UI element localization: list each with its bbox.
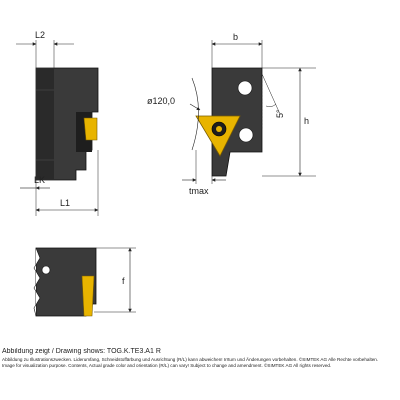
dim-label-diameter: ø120,0 bbox=[147, 96, 176, 106]
dim-label-tmax: tmax bbox=[189, 186, 209, 196]
mounting-hole-1 bbox=[238, 81, 252, 95]
dim-label-l1: L1 bbox=[60, 198, 71, 208]
side-view-shank bbox=[36, 68, 54, 180]
top-view-insert bbox=[82, 276, 94, 316]
dim-label-f: f bbox=[122, 276, 125, 286]
caption-drawing-shows: Abbildung zeigt / Drawing shows: TOG.K.TE3.A1 R bbox=[2, 348, 161, 355]
front-view bbox=[147, 32, 316, 196]
dim-label-h: h bbox=[304, 116, 310, 126]
side-view-insert bbox=[84, 118, 97, 140]
dim-label-b: b bbox=[233, 32, 239, 42]
side-view bbox=[16, 30, 98, 216]
dim-label-l2: L2 bbox=[35, 30, 46, 40]
top-view-hole bbox=[42, 266, 50, 274]
caption-disclaimer-de: Abbildung zu Illustrationszwecken. Liderumfang, Schneidstoffärbung und Ausrichtung (R/L) kann abweichen! Irrtum und Änderungen vorbehalten. ©SIMTEK AG Alle Rechte vorbehalten. bbox=[2, 357, 379, 362]
caption-disclaimer-en: Image for visualization purpose. Contents, Actual grade color and orientation (R/L) can vary! Subject to change and amendment. ©SIMTEK AG All rights reserved. bbox=[2, 363, 332, 368]
mounting-hole-2 bbox=[239, 128, 253, 142]
dim-label-angle: 5° bbox=[275, 109, 285, 118]
dim-label-lk: LK bbox=[34, 175, 46, 185]
top-view bbox=[34, 248, 136, 316]
diameter-arc bbox=[192, 78, 199, 150]
